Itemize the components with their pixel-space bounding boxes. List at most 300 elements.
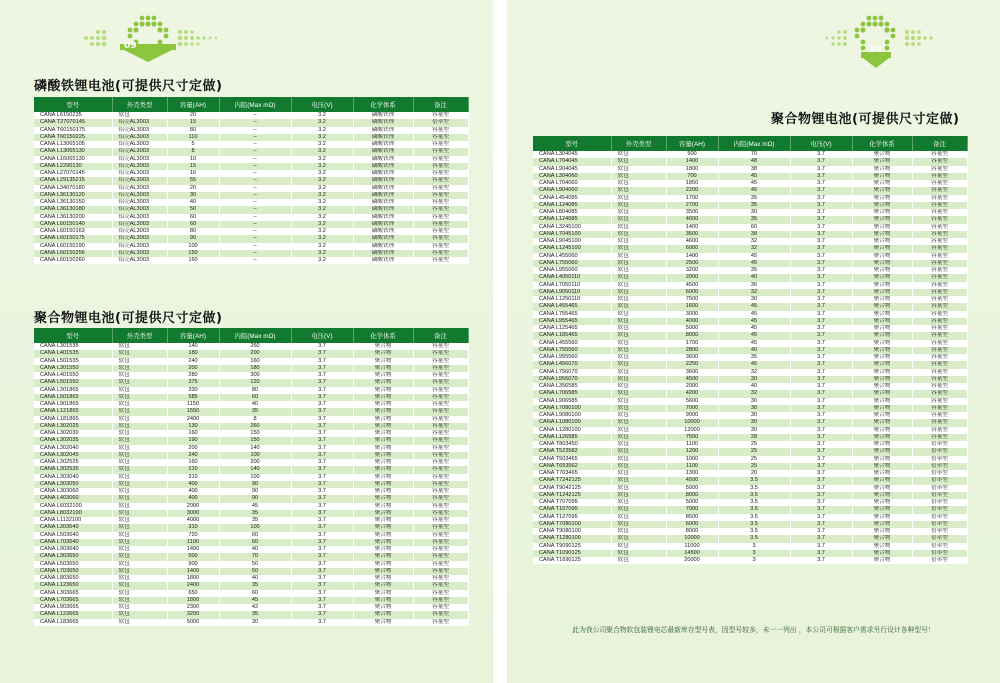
table-cell: 45 <box>718 187 790 194</box>
table-row <box>34 510 468 517</box>
table-cell: 容量型 <box>413 575 468 582</box>
table-cell: 容量型 <box>912 332 967 339</box>
table-cell: 5000 <box>666 325 718 332</box>
table-cell: 容量型 <box>413 228 468 235</box>
table-cell: 5600 <box>666 398 718 405</box>
table-cell: 3.7 <box>790 332 852 339</box>
table-cell: 720 <box>167 532 219 539</box>
table-cell: 3.7 <box>291 604 353 611</box>
table-cell: 40 <box>219 401 291 408</box>
table-cell: 软包 <box>611 325 666 332</box>
table-cell: 1100 <box>167 539 219 546</box>
table-cell: 4200 <box>666 390 718 397</box>
table-cell: CANA L2290130 <box>34 163 112 170</box>
table-cell: 3.7 <box>291 568 353 575</box>
table-cell: 30 <box>718 427 790 434</box>
table-cell: 聚合物 <box>852 506 912 513</box>
page-number: 10 <box>869 45 882 55</box>
table-row <box>533 543 967 550</box>
table-cell: 磷酸铁锂 <box>353 170 413 177</box>
table-cell: 14500 <box>666 550 718 557</box>
table-row <box>533 296 967 303</box>
table-cell: CANA L301865 <box>34 387 112 394</box>
table-row <box>533 506 967 513</box>
table-cell: 聚合物 <box>852 448 912 455</box>
table-row <box>533 151 967 158</box>
table-cell: 3.7 <box>790 499 852 506</box>
table-cell: 容量型 <box>413 590 468 597</box>
table-cell: 软包 <box>112 372 167 379</box>
table-cell: 3.7 <box>291 481 353 488</box>
table-cell: 3.7 <box>291 495 353 502</box>
column-header: 化学体系 <box>353 97 413 112</box>
table-cell: – <box>219 156 291 163</box>
table-cell: CANA L401550 <box>34 372 112 379</box>
table-cell: 140 <box>219 445 291 452</box>
table-cell: 软包 <box>611 311 666 318</box>
table-cell: 软包 <box>611 506 666 513</box>
table-row <box>533 238 967 245</box>
table-cell: 3600 <box>666 369 718 376</box>
table-cell: 35 <box>718 202 790 209</box>
table-cell: 软包 <box>112 611 167 618</box>
table-cell: 3.7 <box>790 543 852 550</box>
table-cell: 软包 <box>611 195 666 202</box>
table-cell: CANA L804085 <box>533 209 611 216</box>
table-cell: CANA L304060 <box>533 173 611 180</box>
table-row <box>34 546 468 553</box>
table-cell: CANA T503465 <box>533 456 611 463</box>
table-cell: 容量型 <box>912 361 967 368</box>
table-row <box>34 235 468 242</box>
table-cell: 70 <box>219 553 291 560</box>
table-row <box>34 387 468 394</box>
table-row <box>34 575 468 582</box>
table-row <box>533 311 967 318</box>
table-cell: 聚合物 <box>852 347 912 354</box>
table-cell: 软包 <box>611 245 666 252</box>
table-cell: 软包 <box>611 209 666 216</box>
table-cell: CANA L60150140 <box>34 221 112 228</box>
table-cell: 30 <box>718 296 790 303</box>
table-row <box>34 561 468 568</box>
table-cell: 聚合物 <box>353 503 413 510</box>
table-cell: 3.7 <box>790 195 852 202</box>
table-cell: 3.7 <box>790 216 852 223</box>
table-cell: CANA L16065130 <box>34 156 112 163</box>
table-cell: 聚合物 <box>852 173 912 180</box>
table-cell: 60 <box>219 532 291 539</box>
table-cell: 聚合物 <box>852 405 912 412</box>
table-row <box>533 550 967 557</box>
table-row <box>533 535 967 542</box>
table-cell: 375 <box>167 379 219 386</box>
column-header: 备注 <box>413 97 468 112</box>
table-cell: 3.7 <box>790 463 852 470</box>
table-cell: 聚合物 <box>852 238 912 245</box>
table-cell: 3.7 <box>790 224 852 231</box>
table-cell: CANA L456070 <box>533 361 611 368</box>
table-cell: 软包 <box>112 112 167 119</box>
table-cell: 聚合物 <box>852 231 912 238</box>
table-cell: 聚合物 <box>353 481 413 488</box>
table-cell: 容量型 <box>413 437 468 444</box>
table-cell: 软包 <box>611 187 666 194</box>
table-row <box>533 383 967 390</box>
table-header-row <box>34 97 468 112</box>
table-cell: 容量型 <box>912 340 967 347</box>
table-cell: 3.7 <box>790 521 852 528</box>
table-cell: 倍率型 <box>912 521 967 528</box>
table-cell: 容量型 <box>413 206 468 213</box>
table-cell: 3.7 <box>790 260 852 267</box>
table-row <box>34 452 468 459</box>
table-cell: 容量型 <box>413 127 468 134</box>
table-cell: 容量型 <box>413 619 468 626</box>
column-header: 电压(V) <box>291 97 353 112</box>
table-row <box>533 485 967 492</box>
table-cell: CANA T27070145 <box>34 119 112 126</box>
polymer-spec-table <box>533 136 968 564</box>
table-cell: 25 <box>718 463 790 470</box>
table-cell: 容量型 <box>413 401 468 408</box>
table-cell: CANA L503640 <box>34 532 112 539</box>
table-cell: 7000 <box>666 405 718 412</box>
table-cell: 容量型 <box>413 611 468 618</box>
table-row <box>533 253 967 260</box>
table-cell: CANA L501550 <box>34 379 112 386</box>
table-cell: CANA T107095 <box>533 506 611 513</box>
table-cell: 12000 <box>666 427 718 434</box>
table-cell: 240 <box>167 452 219 459</box>
table-row <box>533 318 967 325</box>
table-cell: 3.7 <box>790 456 852 463</box>
table-cell: 容量型 <box>413 546 468 553</box>
table-cell: 软包 <box>112 459 167 466</box>
table-cell: 200 <box>167 365 219 372</box>
table-cell: 100 <box>167 243 219 250</box>
table-cell: CANA L302535 <box>34 466 112 473</box>
table-row <box>34 134 468 141</box>
table-cell: 铝壳AL3003 <box>112 221 167 228</box>
table-cell: 1400 <box>167 568 219 575</box>
column-header: 外壳类型 <box>112 328 167 343</box>
table-cell: 3.7 <box>790 419 852 426</box>
table-cell: 3.7 <box>790 289 852 296</box>
table-cell: 3.7 <box>790 282 852 289</box>
table-cell: 300 <box>219 372 291 379</box>
table-cell: 45 <box>718 173 790 180</box>
table-cell: 3.7 <box>291 575 353 582</box>
table-cell: CANA L29135215 <box>34 177 112 184</box>
table-cell: 2400 <box>167 416 219 423</box>
table-cell: 45 <box>718 303 790 310</box>
table-cell: CANA L356585 <box>533 383 611 390</box>
table-cell: 2000 <box>167 503 219 510</box>
table-cell: 聚合物 <box>852 390 912 397</box>
table-cell: 聚合物 <box>852 166 912 173</box>
table-cell: – <box>219 214 291 221</box>
table-cell: CANA L455560 <box>533 340 611 347</box>
table-row <box>533 361 967 368</box>
table-cell: 3.7 <box>291 466 353 473</box>
table-cell: CANA T803450 <box>533 441 611 448</box>
table-cell: CANA T653562 <box>533 463 611 470</box>
table-cell: 35 <box>718 216 790 223</box>
table-cell: 3.7 <box>291 510 353 517</box>
table-cell: 3.7 <box>790 383 852 390</box>
table-cell: 容量型 <box>912 238 967 245</box>
table-cell: CANA L60150260 <box>34 257 112 264</box>
table-cell: 磷酸铁锂 <box>353 257 413 264</box>
table-cell: 容量型 <box>413 134 468 141</box>
table-cell: CANA L4050110 <box>533 274 611 281</box>
table-row <box>533 470 967 477</box>
table-row <box>34 474 468 481</box>
table-cell: 铝壳AL3003 <box>112 163 167 170</box>
table-cell: 200 <box>219 459 291 466</box>
table-cell: CANA L956070 <box>533 376 611 383</box>
table-cell: 容量型 <box>413 372 468 379</box>
table-row <box>34 350 468 357</box>
table-cell: 铝壳AL3003 <box>112 156 167 163</box>
table-cell: 5000 <box>666 485 718 492</box>
table-cell: 聚合物 <box>353 619 413 626</box>
table-cell: 软包 <box>611 173 666 180</box>
table-cell: 60 <box>219 590 291 597</box>
table-row <box>34 141 468 148</box>
table-cell: 3.2 <box>291 141 353 148</box>
table-cell: CANA L955560 <box>533 354 611 361</box>
table-cell: 160 <box>219 358 291 365</box>
table-cell: 容量型 <box>413 343 468 350</box>
table-cell: CANA T1280100 <box>533 535 611 542</box>
table-cell: 8000 <box>666 528 718 535</box>
table-cell: 3.2 <box>291 185 353 192</box>
table-cell: 容量型 <box>413 561 468 568</box>
table-row <box>34 437 468 444</box>
table-cell: 3.7 <box>291 408 353 415</box>
table-cell: 8 <box>219 416 291 423</box>
table-cell: 3 <box>718 550 790 557</box>
table-cell: 3.2 <box>291 163 353 170</box>
table-row <box>34 539 468 546</box>
table-row <box>34 257 468 264</box>
table-cell: 容量型 <box>912 318 967 325</box>
table-cell: 倍率型 <box>912 543 967 550</box>
table-cell: 110 <box>167 134 219 141</box>
table-row <box>533 187 967 194</box>
table-cell: 3.7 <box>291 517 353 524</box>
table-row <box>34 372 468 379</box>
table-cell: – <box>219 134 291 141</box>
table-cell: 软包 <box>611 492 666 499</box>
table-cell: 90 <box>219 488 291 495</box>
table-cell: 容量型 <box>912 187 967 194</box>
table-cell: 聚合物 <box>852 202 912 209</box>
table-cell: 聚合物 <box>852 180 912 187</box>
table-cell: 60 <box>167 221 219 228</box>
table-cell: 80 <box>219 387 291 394</box>
table-cell: 聚合物 <box>852 332 912 339</box>
table-cell: 容量型 <box>413 582 468 589</box>
table-row <box>34 495 468 502</box>
table-cell: 3.2 <box>291 127 353 134</box>
table-cell: 容量型 <box>912 216 967 223</box>
table-cell: 45 <box>718 180 790 187</box>
table-cell: CANA L36130120 <box>34 192 112 199</box>
dot-arrow-logo-icon <box>80 14 240 64</box>
table-cell: 聚合物 <box>852 543 912 550</box>
table-cell: 软包 <box>112 532 167 539</box>
table-cell: 软包 <box>611 166 666 173</box>
table-row <box>34 343 468 350</box>
table-cell: 软包 <box>112 343 167 350</box>
table-cell: 软包 <box>611 180 666 187</box>
table-cell: 聚合物 <box>852 550 912 557</box>
table-row <box>533 441 967 448</box>
table-cell: CANA T703465 <box>533 470 611 477</box>
table-cell: 倍率型 <box>912 448 967 455</box>
table-cell: CANA L1080100 <box>533 419 611 426</box>
table-cell: 25 <box>718 456 790 463</box>
table-cell: 软包 <box>611 405 666 412</box>
table-cell: CANA L124085 <box>533 216 611 223</box>
table-row <box>533 456 967 463</box>
table-cell: 软包 <box>611 456 666 463</box>
table-cell: 4500 <box>666 376 718 383</box>
table-cell: 3.7 <box>790 347 852 354</box>
table-cell: 140 <box>167 343 219 350</box>
table-cell: 软包 <box>611 390 666 397</box>
table-cell: – <box>219 148 291 155</box>
table-cell: CANA L121865 <box>34 408 112 415</box>
table-cell: 35 <box>718 267 790 274</box>
table-cell: 400 <box>167 481 219 488</box>
table-cell: CANA L904060 <box>533 187 611 194</box>
table-cell: 聚合物 <box>353 408 413 415</box>
table-row <box>533 216 967 223</box>
left-page <box>0 0 493 683</box>
table-cell: 磷酸铁锂 <box>353 192 413 199</box>
table-row <box>533 209 967 216</box>
table-cell: 1150 <box>167 401 219 408</box>
table-cell: 容量型 <box>912 231 967 238</box>
table-cell: CANA L181865 <box>34 416 112 423</box>
column-header: 外壳类型 <box>611 136 666 151</box>
table-cell: 3.7 <box>291 423 353 430</box>
table-cell: 160 <box>167 257 219 264</box>
table-cell: 软包 <box>611 347 666 354</box>
table-cell: 28 <box>718 434 790 441</box>
table-cell: 容量型 <box>413 553 468 560</box>
column-header: 型号 <box>34 328 112 343</box>
table-cell: 7500 <box>666 434 718 441</box>
table-cell: 3.7 <box>790 209 852 216</box>
table-cell: 聚合物 <box>852 434 912 441</box>
table-cell: CANA L703665 <box>34 597 112 604</box>
table-cell: 容量型 <box>413 466 468 473</box>
table-cell: 磷酸铁锂 <box>353 243 413 250</box>
table-cell: 2700 <box>666 202 718 209</box>
table-cell: 35 <box>219 408 291 415</box>
table-cell: 36 <box>718 282 790 289</box>
table-row <box>34 185 468 192</box>
table-cell: CANA L401535 <box>34 350 112 357</box>
column-header: 型号 <box>533 136 611 151</box>
table-cell: 容量型 <box>912 166 967 173</box>
table-cell: CANA L3245100 <box>533 224 611 231</box>
table-row <box>34 119 468 126</box>
table-cell: 15 <box>167 119 219 126</box>
page-number: 09 <box>124 41 137 51</box>
table-cell: 容量型 <box>413 163 468 170</box>
table-cell: 软包 <box>611 282 666 289</box>
table-cell: 容量型 <box>912 419 967 426</box>
table-cell: CANA L501535 <box>34 358 112 365</box>
table-cell: 15 <box>167 163 219 170</box>
table-cell: 3.7 <box>790 231 852 238</box>
table-cell: 容量型 <box>912 282 967 289</box>
table-cell: CANA T60150175 <box>34 127 112 134</box>
table-cell: 2500 <box>666 260 718 267</box>
table-cell: CANA L1280100 <box>533 427 611 434</box>
table-cell: 1400 <box>666 253 718 260</box>
table-cell: 软包 <box>611 289 666 296</box>
table-cell: CANA L9045100 <box>533 238 611 245</box>
table-row <box>533 166 967 173</box>
table-cell: 容量型 <box>413 379 468 386</box>
table-cell: 60 <box>219 394 291 401</box>
table-cell: CANA L302035 <box>34 437 112 444</box>
table-cell: 聚合物 <box>852 499 912 506</box>
table-cell: 铝壳AL3003 <box>112 170 167 177</box>
table-row <box>34 619 468 626</box>
table-cell: 260 <box>219 343 291 350</box>
table-row <box>34 221 468 228</box>
table-cell: 3.7 <box>790 303 852 310</box>
table-cell: CANA L455060 <box>533 253 611 260</box>
table-cell: 聚合物 <box>353 445 413 452</box>
table-row <box>34 445 468 452</box>
table-cell: CANA L903640 <box>34 546 112 553</box>
table-cell: 3.7 <box>790 535 852 542</box>
table-cell: – <box>219 257 291 264</box>
table-cell: 3.7 <box>790 187 852 194</box>
table-cell: 330 <box>167 387 219 394</box>
table-row <box>533 499 967 506</box>
table-cell: 3.7 <box>790 325 852 332</box>
table-cell: 60 <box>718 224 790 231</box>
table-cell: 聚合物 <box>353 604 413 611</box>
table-cell: 聚合物 <box>852 514 912 521</box>
table-cell: 软包 <box>611 354 666 361</box>
table-cell: 6000 <box>666 245 718 252</box>
table-cell: 容量型 <box>413 452 468 459</box>
table-cell: 3.7 <box>291 546 353 553</box>
table-cell: 容量型 <box>912 245 967 252</box>
table-cell: 软包 <box>112 597 167 604</box>
column-header: 内阻(Max mΩ) <box>718 136 790 151</box>
table-row <box>533 231 967 238</box>
column-header: 容量(AH) <box>666 136 718 151</box>
table-cell: 80 <box>167 127 219 134</box>
table-cell: 容量型 <box>912 195 967 202</box>
table-cell: 倍率型 <box>912 441 967 448</box>
table-cell: 软包 <box>611 470 666 477</box>
table-cell: 聚合物 <box>852 485 912 492</box>
table-row <box>533 332 967 339</box>
